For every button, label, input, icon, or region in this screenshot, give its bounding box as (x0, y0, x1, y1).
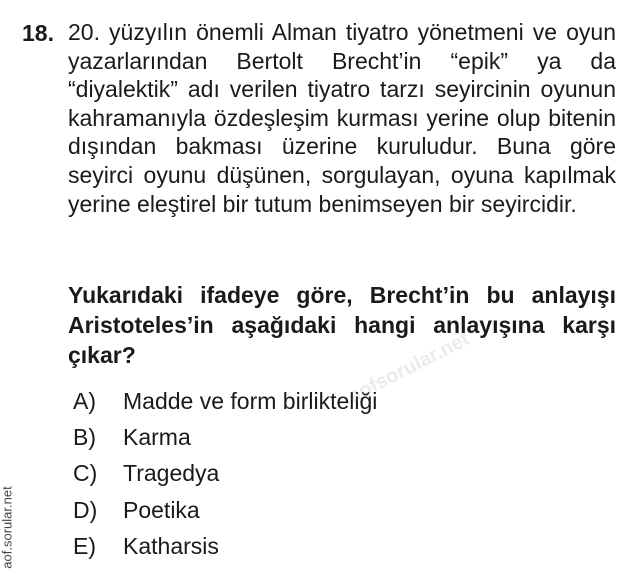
side-watermark: aof.sorular.net (0, 486, 15, 569)
option-letter: B) (73, 424, 96, 451)
option-text: Karma (123, 424, 191, 451)
option-d[interactable] (73, 497, 377, 533)
option-letter: D) (73, 496, 98, 523)
question-number: 18. (22, 20, 54, 46)
watermark: aofsorular.net (345, 327, 473, 408)
option-text: Katharsis (123, 532, 219, 559)
option-c[interactable] (73, 460, 377, 496)
option-a[interactable] (73, 388, 377, 424)
option-text: Madde ve form birlikteliği (123, 388, 378, 414)
option-b[interactable] (73, 424, 377, 460)
question-stem: 20. yüzyılın önemli Alman tiyatro yönetmeni ve oyun yazarlarından Bertolt Brecht’in “epik” ya da “diyalektik” adı verilen tiyatro tarzı seyircinin oyunun kahramanıyla özdeşleşim kurması yerine olup bitenin dışından bakması üzerine kuruludur. Buna göre seyirci oyunu düşünen, sorgulayan, oyuna kapılmak yerine eleştirel bir tutum benimseyen bir seyircidir. (68, 19, 616, 217)
option-letter: A) (73, 388, 96, 414)
option-letter: E) (73, 532, 96, 559)
question-prompt: Yukarıdaki ifadeye göre, Brecht’in bu anlayışı Aristoteles’in aşağıdaki hangi anlayışına karşı çıkar? (68, 282, 616, 368)
answer-options (73, 388, 377, 569)
option-e[interactable] (73, 533, 377, 569)
option-text: Tragedya (123, 460, 220, 487)
option-letter: C) (73, 460, 98, 487)
option-text: Poetika (123, 496, 200, 523)
